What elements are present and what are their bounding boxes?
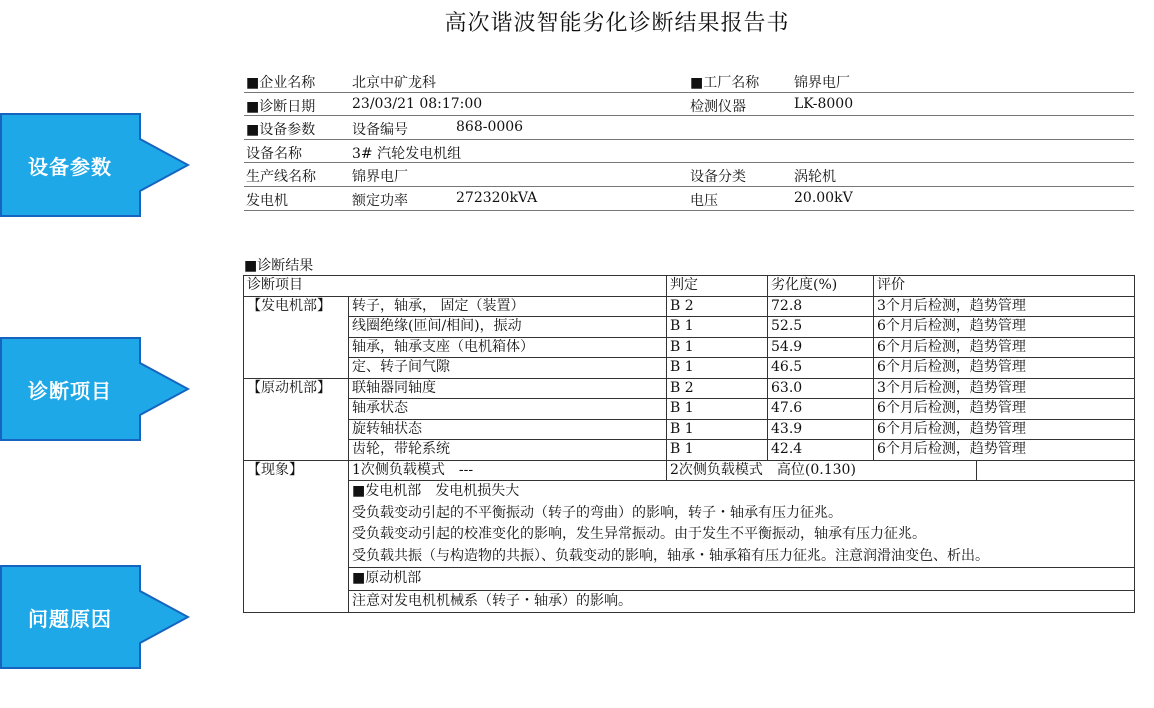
- phenomenon-label: 【现象】: [244, 460, 349, 613]
- date-label: ■诊断日期: [246, 98, 316, 115]
- row-grade: B 1: [667, 317, 768, 338]
- table-row: [244, 378, 1135, 399]
- phenomenon-empty-cell: [977, 460, 1135, 481]
- row-item: 齿轮，带轮系统: [349, 440, 667, 461]
- row-item: 联轴器同轴度: [349, 378, 667, 399]
- group-spacer: [244, 358, 349, 379]
- instrument-label: 检测仪器: [690, 98, 746, 115]
- table-row: [244, 419, 1135, 440]
- equip-name-value: 3# 汽轮发电机组: [352, 145, 462, 162]
- cause-text: 受负载共振（与构造物的共振）、负载变动的影响，轴承・轴承箱有压力征兆。注意润滑油变色、析出。: [349, 546, 1135, 568]
- row-degree: 54.9: [768, 337, 874, 358]
- factory-label: ■工厂名称: [690, 75, 760, 91]
- cause-text: 受负载变动引起的校准变化的影响，发生异常振动。由于发生不平衡振动，轴承有压力征兆。: [349, 524, 1135, 546]
- header-eval: 评价: [874, 276, 1135, 297]
- info-row-date: [244, 93, 1134, 117]
- results-section-title: ■诊断结果: [244, 258, 314, 274]
- params-label: ■设备参数: [246, 122, 316, 139]
- row-eval: 6个月后检测，趋势管理: [874, 358, 1135, 379]
- equip-no-label: 设备编号: [352, 122, 408, 139]
- table-row: [244, 317, 1135, 338]
- info-row-line: [244, 163, 1134, 187]
- row-item: 转子，轴承， 固定（装置）: [349, 296, 667, 317]
- cause-text: 受负载变动引起的不平衡振动（转子的弯曲）的影响，转子・轴承有压力征兆。: [349, 503, 1135, 525]
- instrument-value: LK-8000: [794, 95, 854, 112]
- group-generator: 【发电机部】: [244, 296, 349, 317]
- cause-line: [244, 568, 1135, 591]
- row-item: 轴承状态: [349, 399, 667, 420]
- info-row-params: [244, 116, 1134, 140]
- row-eval: 6个月后检测，趋势管理: [874, 399, 1135, 420]
- info-row-generator: [244, 187, 1134, 211]
- factory-value: 锦界电厂: [794, 75, 850, 91]
- arrow-callout-problem-causes: [0, 565, 190, 669]
- group-spacer: [244, 399, 349, 420]
- row-grade: B 1: [667, 399, 768, 420]
- diagnosis-results-table: [243, 275, 1135, 613]
- table-row: [244, 337, 1135, 358]
- group-spacer: [244, 317, 349, 338]
- arrow-label: 设备参数: [28, 154, 112, 179]
- generator-label: 发电机: [246, 192, 288, 209]
- row-degree: 47.6: [768, 399, 874, 420]
- company-value: 北京中矿龙科: [352, 75, 436, 91]
- arrow-label: 诊断项目: [28, 378, 112, 403]
- row-item: 定、转子间气隙: [349, 358, 667, 379]
- arrow-callout-equipment-params: [0, 113, 190, 217]
- row-eval: 6个月后检测，趋势管理: [874, 440, 1135, 461]
- arrow-callout-diagnosis-items: [0, 337, 190, 441]
- report-title: 高次谐波智能劣化诊断结果报告书: [444, 11, 790, 36]
- voltage-label: 电压: [690, 192, 718, 209]
- table-row: [244, 399, 1135, 420]
- cause-generator-heading: ■发电机部 发电机损失大: [349, 481, 1135, 503]
- row-grade: B 1: [667, 440, 768, 461]
- row-degree: 63.0: [768, 378, 874, 399]
- row-grade: B 2: [667, 378, 768, 399]
- company-label: ■企业名称: [246, 75, 316, 91]
- table-row: [244, 440, 1135, 461]
- group-motor: 【原动机部】: [244, 378, 349, 399]
- cause-line: [244, 590, 1135, 613]
- row-eval: 6个月后检测，趋势管理: [874, 337, 1135, 358]
- group-spacer: [244, 419, 349, 440]
- equip-no-value: 868-0006: [456, 119, 524, 136]
- row-item: 轴承，轴承支座（电机箱体）: [349, 337, 667, 358]
- row-grade: B 1: [667, 337, 768, 358]
- row-degree: 43.9: [768, 419, 874, 440]
- cause-line: [244, 481, 1135, 503]
- equip-name-label: 设备名称: [246, 145, 302, 162]
- row-item: 旋转轴状态: [349, 419, 667, 440]
- group-spacer: [244, 337, 349, 358]
- category-value: 涡轮机: [794, 169, 836, 186]
- arrow-label: 问题原因: [28, 606, 112, 631]
- cause-line: [244, 503, 1135, 525]
- row-eval: 3个月后检测，趋势管理: [874, 296, 1135, 317]
- table-row: [244, 358, 1135, 379]
- header-degree: 劣化度(%): [768, 276, 874, 297]
- row-grade: B 1: [667, 419, 768, 440]
- info-row-equip-name: [244, 140, 1134, 164]
- phenomenon-row: [244, 460, 1135, 481]
- row-eval: 6个月后检测，趋势管理: [874, 419, 1135, 440]
- row-grade: B 1: [667, 358, 768, 379]
- phenomenon-primary: 1次侧负载模式 ---: [349, 460, 667, 481]
- cause-motor-heading: ■原动机部: [349, 568, 1135, 591]
- cause-text: 注意对发电机机械系（转子・轴承）的影响。: [349, 590, 1135, 613]
- header-item: 诊断项目: [244, 276, 667, 297]
- rated-power-value: 272320kVA: [456, 189, 538, 206]
- table-row: [244, 296, 1135, 317]
- group-spacer: [244, 440, 349, 461]
- row-eval: 3个月后检测，趋势管理: [874, 378, 1135, 399]
- rated-power-label: 额定功率: [352, 192, 408, 209]
- line-label: 生产线名称: [246, 169, 316, 186]
- line-value: 锦界电厂: [352, 169, 408, 186]
- row-eval: 6个月后检测，趋势管理: [874, 317, 1135, 338]
- phenomenon-secondary: 2次侧负载模式 高位(0.130): [667, 460, 977, 481]
- header-grade: 判定: [667, 276, 768, 297]
- category-label: 设备分类: [690, 169, 746, 186]
- voltage-value: 20.00kV: [794, 189, 853, 206]
- table-header-row: [244, 276, 1135, 297]
- row-item: 线圈绝缘(匝间/相间)，振动: [349, 317, 667, 338]
- row-degree: 72.8: [768, 296, 874, 317]
- info-row-company: [244, 69, 1134, 93]
- cause-line: [244, 524, 1135, 546]
- row-degree: 52.5: [768, 317, 874, 338]
- row-degree: 46.5: [768, 358, 874, 379]
- date-value: 23/03/21 08:17:00: [352, 95, 483, 112]
- row-degree: 42.4: [768, 440, 874, 461]
- row-grade: B 2: [667, 296, 768, 317]
- equipment-info: [244, 69, 1134, 211]
- cause-line: [244, 546, 1135, 568]
